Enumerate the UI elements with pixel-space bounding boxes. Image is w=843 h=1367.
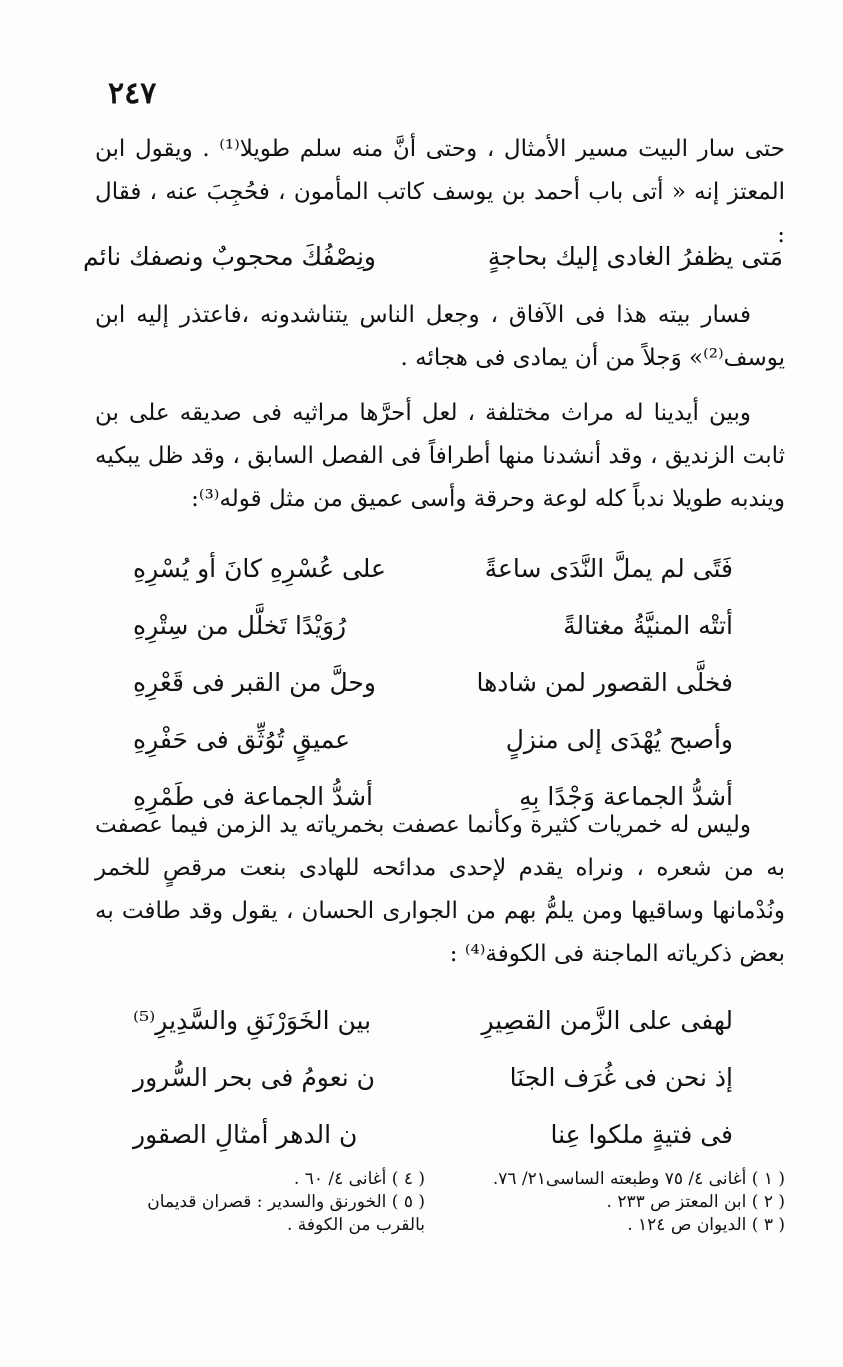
first-hemistich: فخلَّى القصور لمن شادها [476,668,733,697]
second-hemistich: عميقٍ تُوُثِّق فى حَفْرِهِ [133,725,351,754]
second-hemistich: وحلَّ من القبر فى قَعْرِهِ [133,668,376,697]
paragraph-text: حتى سار البيت مسير الأمثال ، وحتى أنَّ منه سلم طويلا⁽¹⁾ . ويقول ابن المعتز إنه « أتى باب أحمد بن يوسف كاتب المأمون ، فحُجِبَ عنه ، فقال : [95,136,785,248]
footnote: ( ١ ) أغانى ٤/ ٧٥ وطبعته الساسى٢١/ ٧٦. [492,1169,785,1189]
footnotes [95,1168,785,1237]
paragraph-text: فسار بيته هذا فى الآفاق ، وجعل الناس يتناشدونه ،فاعتذر إليه ابن يوسف⁽²⁾» وَجلاً من أن يمادى فى هجائه . [95,302,785,371]
first-hemistich: أشدُّ الجماعة وَجْدًا بِهِ [519,782,733,811]
footnote: ( ٥ ) الخورنق والسدير : قصران قديمان [147,1192,425,1212]
paragraph-2 [95,294,785,380]
verse-line [133,1106,733,1163]
verse-line [133,654,733,711]
footnote: ( ٤ ) أغانى ٤/ ٦٠ . [293,1169,425,1189]
verse-line [83,228,783,285]
first-hemistich: لهفى على الزَّمن القصِيرِ [481,1006,733,1035]
footnotes-right-column [485,1168,785,1237]
verse-block-3 [133,992,733,1163]
first-hemistich: أتتْه المنيَّةُ مغتالةً [563,611,733,640]
verse-block-2 [133,540,733,825]
verse-line [133,992,733,1049]
verse-line [133,597,733,654]
verse-block-1 [83,228,783,285]
paragraph-4 [95,804,785,976]
first-hemistich: فى فتيةٍ ملكوا عِنا [550,1120,733,1149]
second-hemistich: ونِصْفُكَ محجوبٌ ونصفك نائم [83,242,376,271]
paragraph-text: وبين أيدينا له مراث مختلفة ، لعل أحرَّها مراثيه فى صديقه على بن ثابت الزنديق ، وقد أنشدنا منها أطرافاً فى الفصل السابق ، وقد ظل يبكيه ويندبه طويلا ندباً كله لوعة وحرقة وأسى عميق من مثل قوله⁽³⁾: [95,400,785,512]
footnote: ( ٢ ) ابن المعتز ص ٢٣٣ . [606,1192,785,1212]
paragraph-text: وليس له خمريات كثيرة وكأنما عصفت بخمرياته يد الزمن فيما عصفت به من شعره ، ونراه يقدم لإحدى مدائحه للهادى بنعت مرقصٍ للخمر ونُدْمانها وساقيها ومن يلمُّ بهم من الجوارى الحسان ، يقول وقد طافت به بعض ذكرياته الماجنة فى الكوفة⁽⁴⁾ : [95,812,785,967]
footnote: ( ٣ ) الديوان ص ١٢٤ . [627,1215,785,1235]
footnote-continuation: بالقرب من الكوفة . [286,1215,425,1235]
verse-line [133,711,733,768]
first-hemistich: إذ نحن فى غُرَف الجنَا [509,1063,733,1092]
first-hemistich: مَتى يظفرُ الغادى إليك بحاجةٍ [487,242,783,271]
paragraph-3 [95,392,785,521]
page-number: ٢٤٧ [108,76,157,111]
second-hemistich: بين الخَوَرْنَقِ والسَّدِيرِ⁽⁵⁾ [133,1006,372,1035]
verse-line [133,540,733,597]
verse-line [133,1049,733,1106]
second-hemistich: أشدُّ الجماعة فى طَمْرِهِ [133,782,373,811]
second-hemistich: على عُسْرِهِ كانَ أو يُسْرِهِ [133,554,386,583]
second-hemistich: ن الدهر أمثالِ الصقور [133,1120,358,1149]
first-hemistich: وأصبح يُهْدَى إلى منزلٍ [505,725,733,754]
first-hemistich: فَتًى لم يملَّ النَّدَى ساعةً [484,554,733,583]
second-hemistich: رُوَيْدًا تَخلَّل من سِتْرِهِ [133,611,347,640]
footnotes-left-column [95,1168,425,1237]
second-hemistich: ن نعومُ فى بحر السُّرور [133,1063,376,1092]
